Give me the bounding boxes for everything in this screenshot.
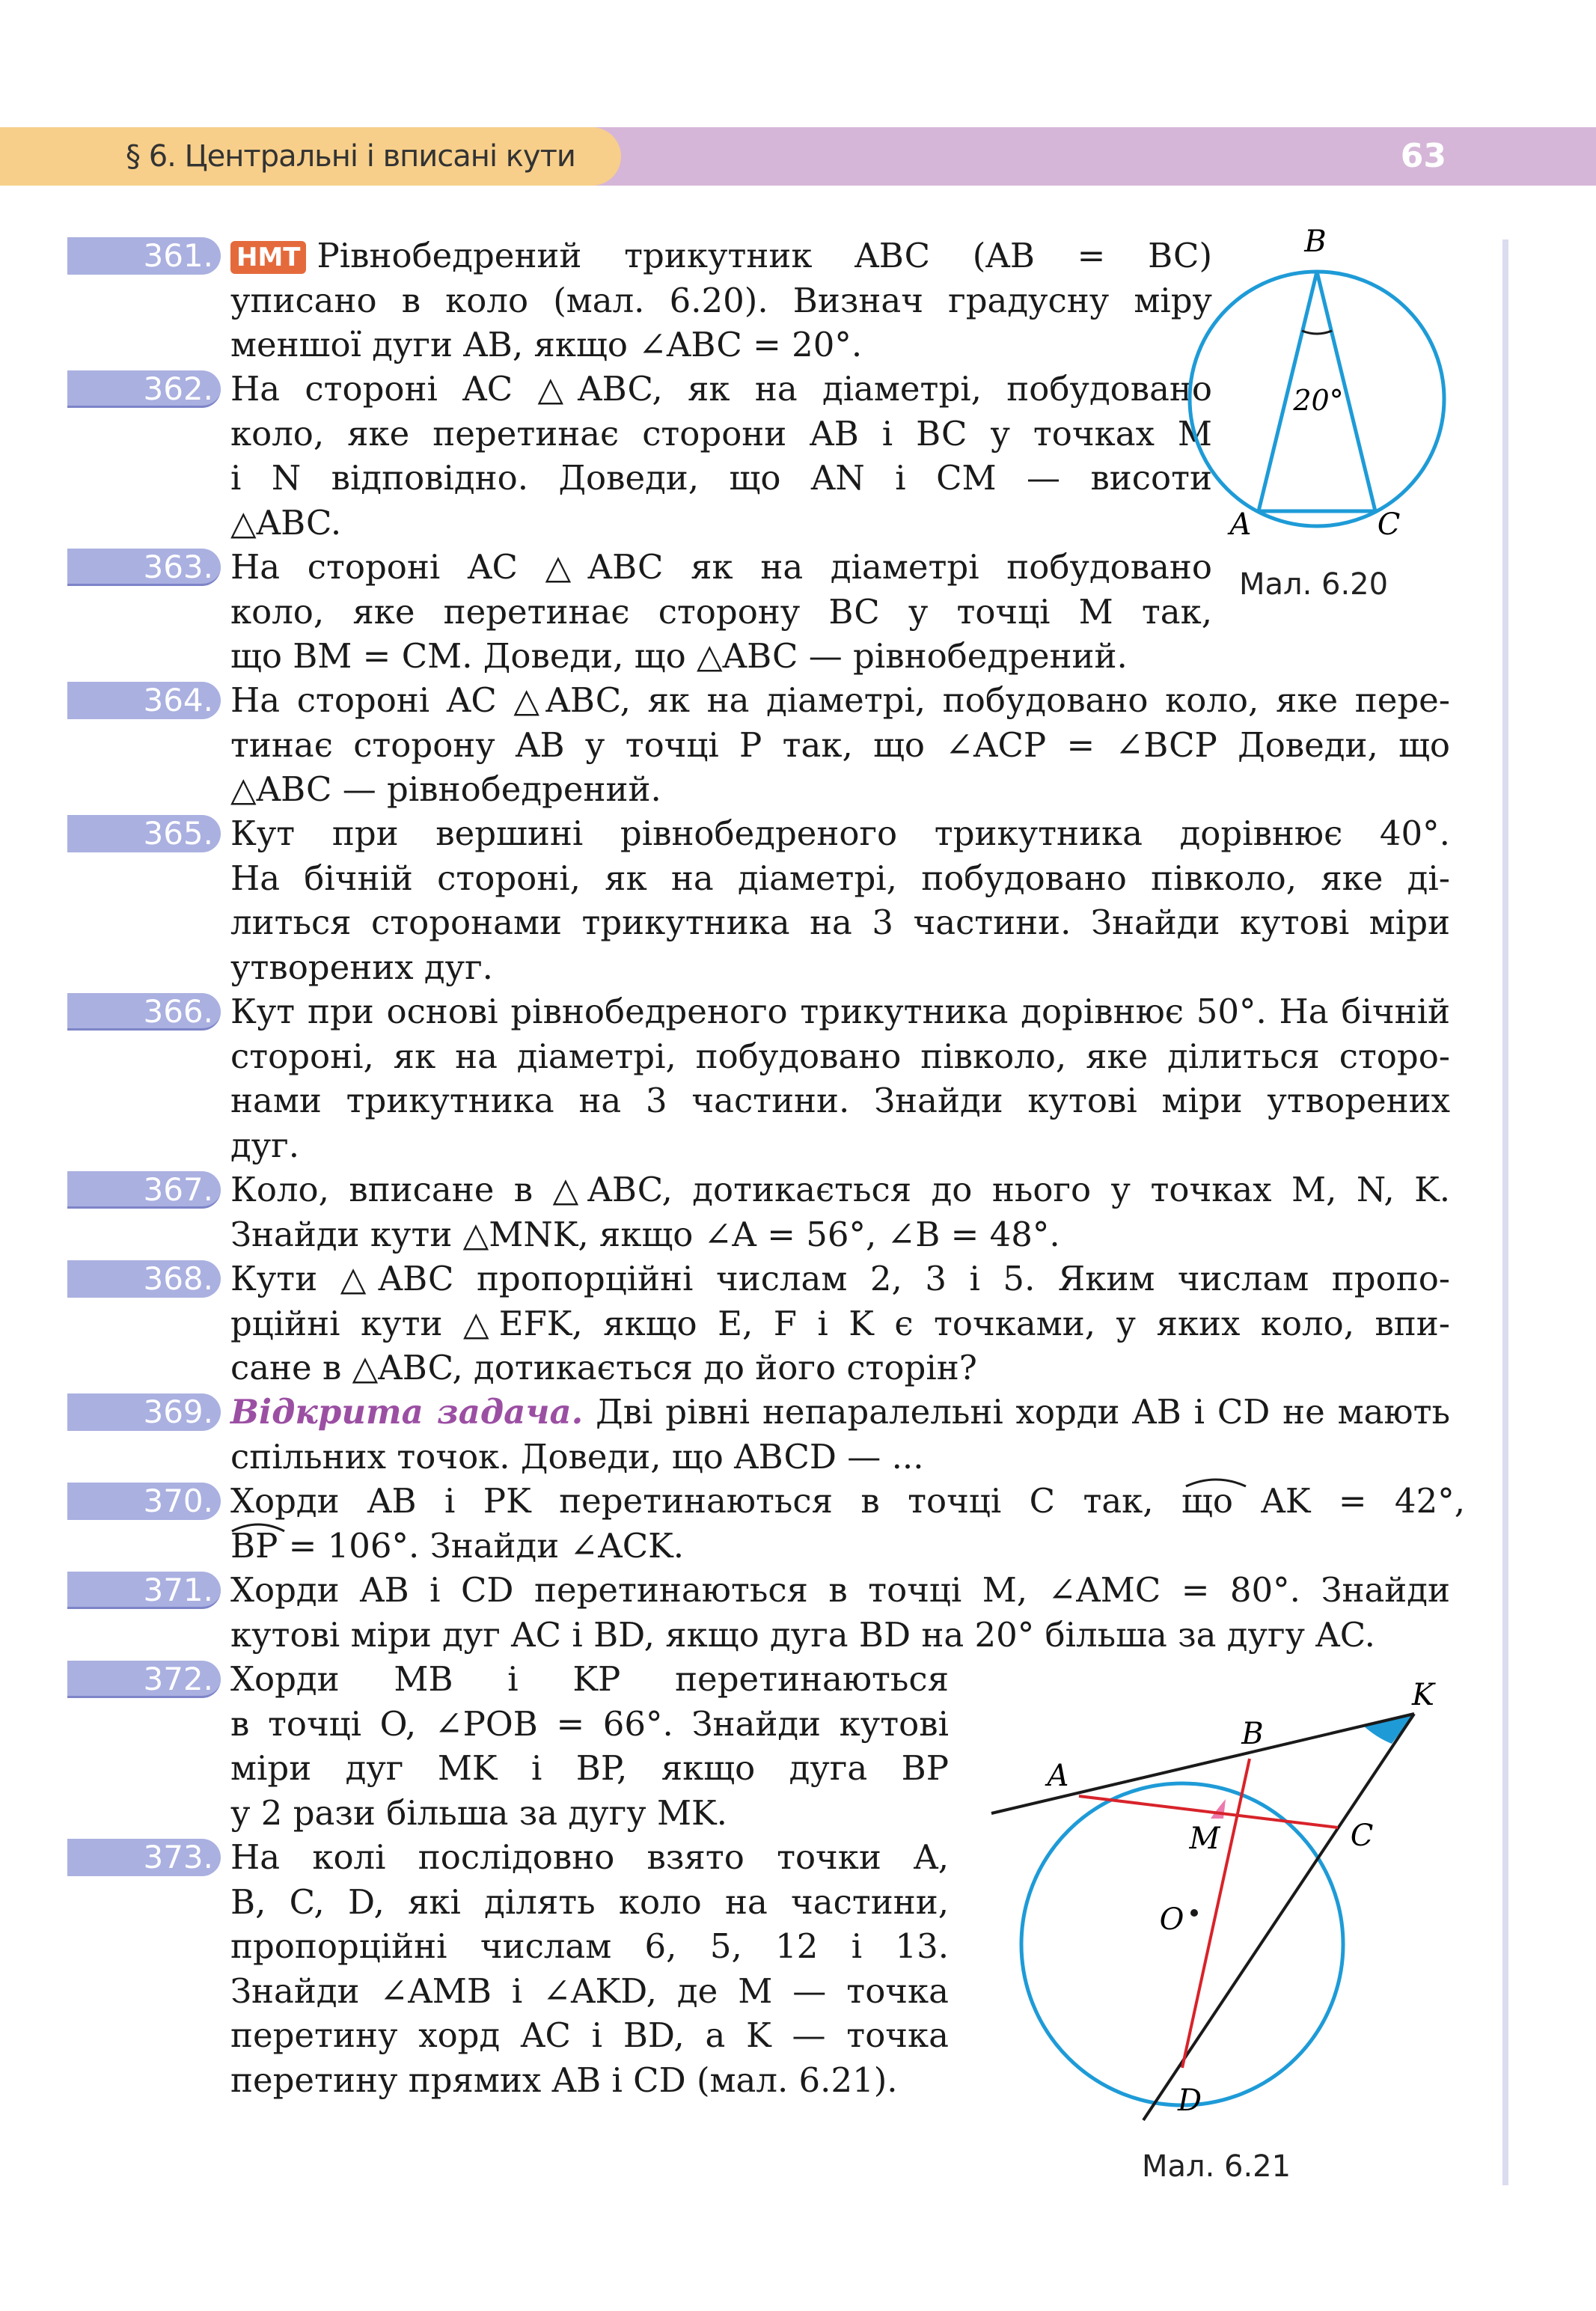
problem-text <box>230 1390 1450 1479</box>
problem-number: 363. <box>67 549 221 586</box>
angle-arc <box>1302 331 1332 334</box>
problem-line: На стороні AC △ABC, як на діаметрі, побудовано коло, яке пере- <box>230 680 1450 720</box>
problem-line: у 2 рази більша за дугу MK. <box>230 1792 727 1833</box>
circle <box>1021 1783 1343 2105</box>
label-o: O <box>1159 1902 1184 1937</box>
problem-line: меншої дуги AB, якщо ∠ABC = 20°. <box>230 325 863 364</box>
angle-label: 20° <box>1293 384 1344 417</box>
problem-line: кутові міри дуг AC і BD, якщо дуга BD на 20° більша за дугу AC. <box>230 1614 1375 1655</box>
problem-line: утворених дуг. <box>230 947 493 987</box>
problem-number: 373. <box>67 1839 221 1876</box>
problem-line: Знайди кути △MNK, якщо ∠A = 56°, ∠B = 48°. <box>230 1214 1060 1254</box>
label-d: D <box>1177 2083 1202 2118</box>
center-point <box>1190 1909 1198 1917</box>
problem-number: 372. <box>67 1661 221 1698</box>
problem-number: 366. <box>67 993 221 1031</box>
problem-line: Знайди ∠AMB і ∠AKD, де M — точка <box>230 1970 949 2011</box>
chapter-title: § 6. Центральні і вписані кути <box>126 139 575 174</box>
problem-text <box>230 678 1450 812</box>
problem-number: 368. <box>67 1260 221 1298</box>
label-c: C <box>1377 507 1401 542</box>
problem-number: 365. <box>67 815 221 852</box>
figure-6-20 <box>1175 225 1489 554</box>
problem-line: На стороні AC △ABC, як на діаметрі, побудовано <box>230 369 1212 409</box>
problem-number: 367. <box>67 1171 221 1209</box>
problem-line: Коло, вписане в △ABC, дотикається до нього у точках M, N, K. <box>230 1170 1450 1209</box>
problem-text <box>230 1568 1450 1657</box>
problem-line: що BM = CM. Доведи, що △ABC — рівнобедрений. <box>230 636 1128 676</box>
problem-line: коло, яке перетинає сторони AB і BC у точках M <box>230 413 1212 454</box>
problem-line: Кути △ABC пропорційні числам 2, 3 і 5. Яким числам пропо- <box>230 1259 1450 1298</box>
problem-line: Хорди AB і PK перетинаються в точці C так, що AK = 42°, <box>230 1481 1465 1521</box>
figure-6-21 <box>980 1669 1496 2133</box>
problem-line: BP = 106°. Знайди ∠ACK. <box>230 1525 685 1566</box>
problem-number: 370. <box>67 1483 221 1520</box>
problem-line: і N відповідно. Доведи, що AN і CM — висоти <box>230 458 1212 498</box>
problem-text <box>230 1167 1450 1257</box>
side-rule <box>1502 239 1508 2185</box>
problem-line: перетину хорд AC і BD, а K — точка <box>230 2015 949 2055</box>
page-number: 63 <box>1400 137 1446 175</box>
problem-line: △ABC. <box>230 502 342 543</box>
problem-text <box>230 233 1212 367</box>
figure-6-20-caption: Мал. 6.20 <box>1239 567 1389 602</box>
problem-text <box>230 1835 949 2102</box>
problem-line: На бічній стороні, як на діаметрі, побудовано півколо, яке ді- <box>230 858 1450 898</box>
problem-line: НМТ Рівнобедрений трикутник ABC (AB = BC) <box>230 233 1212 278</box>
problem-line: пропорційні числам 6, 5, 12 і 13. <box>230 1926 949 1966</box>
problem-number: 369. <box>67 1393 221 1431</box>
problem-text <box>230 1657 949 1835</box>
problem-line: в точці O, ∠POB = 66°. Знайди кутові <box>230 1703 949 1744</box>
problem-line: нами трикутника на 3 частини. Знайди кутові міри утворених <box>230 1081 1450 1120</box>
problem-number: 371. <box>67 1572 221 1609</box>
label-b: B <box>1241 1717 1264 1751</box>
problem-text <box>230 1257 1450 1390</box>
problem-text <box>230 1479 1465 1568</box>
angle-amb-fill <box>1211 1799 1226 1819</box>
problem-line: коло, яке перетинає сторону BC у точці M так, <box>230 591 1212 632</box>
problem-number: 362. <box>67 370 221 408</box>
problem-line: B, C, D, які ділять коло на частини, <box>230 1881 949 1922</box>
problem-line: Хорди AB і CD перетинаються в точці M, ∠AMC = 80°. Знайди <box>230 1570 1450 1610</box>
label-c: C <box>1350 1819 1374 1853</box>
arc-mark-ak <box>1182 1474 1250 1489</box>
problem-text <box>230 989 1450 1167</box>
open-task-label: Відкрита задача. <box>230 1392 584 1432</box>
problem-text <box>230 367 1212 545</box>
label-b: B <box>1304 225 1327 259</box>
problem-text <box>230 545 1212 679</box>
problem-number: 364. <box>67 682 221 719</box>
problem-line: На колі послідовно взято точки A, <box>230 1837 949 1877</box>
problem-line: дуг. <box>230 1125 300 1165</box>
problem-line: △ABC — рівнобедрений. <box>230 769 661 809</box>
problem-number: 361. <box>67 237 221 275</box>
problem-line: спільних точок. Доведи, що ABCD — ... <box>230 1436 924 1477</box>
figure-6-21-caption: Мал. 6.21 <box>1142 2149 1291 2184</box>
problem-text <box>230 811 1450 989</box>
problem-line: литься сторонами трикутника на 3 частини. Знайди кутові міри <box>230 903 1450 942</box>
label-k: K <box>1412 1678 1434 1712</box>
arc-mark-bp <box>228 1519 288 1534</box>
label-a: A <box>1047 1759 1069 1793</box>
problem-line: тинає сторону AB у точці P так, що ∠ACP = ∠BCP Доведи, що <box>230 724 1450 765</box>
problem-line: сане в △ABC, дотикається до його сторін? <box>230 1348 977 1387</box>
problem-line: стороні, як на діаметрі, побудовано півколо, яке ділиться сторо- <box>230 1036 1450 1076</box>
label-a: A <box>1229 507 1252 542</box>
problem-line: На стороні AC △ABC як на діаметрі побудовано <box>230 547 1212 587</box>
problem-line: міри дуг MK і BP, якщо дуга BP <box>230 1748 949 1788</box>
problem-line: Хорди MB і KP перетинаються <box>230 1659 949 1699</box>
problem-line: Кут при вершині рівнобедреного трикутника дорівнює 40°. <box>230 813 1450 853</box>
label-m: M <box>1189 1822 1220 1856</box>
problem-line: Відкрита задача. Дві рівні непаралельні хорди AB і CD не мають <box>230 1392 1450 1432</box>
problem-line: перетину прямих AB і CD (мал. 6.21). <box>230 2060 898 2100</box>
problem-line: рційні кути △EFK, якщо E, F і K є точками, у яких коло, впи- <box>230 1303 1450 1343</box>
nmt-badge: НМТ <box>230 241 306 274</box>
problem-line: Кут при основі рівнобедреного трикутника дорівнює 50°. На бічній <box>230 992 1450 1031</box>
problem-line: уписано в коло (мал. 6.20). Визнач градусну міру <box>230 280 1212 320</box>
